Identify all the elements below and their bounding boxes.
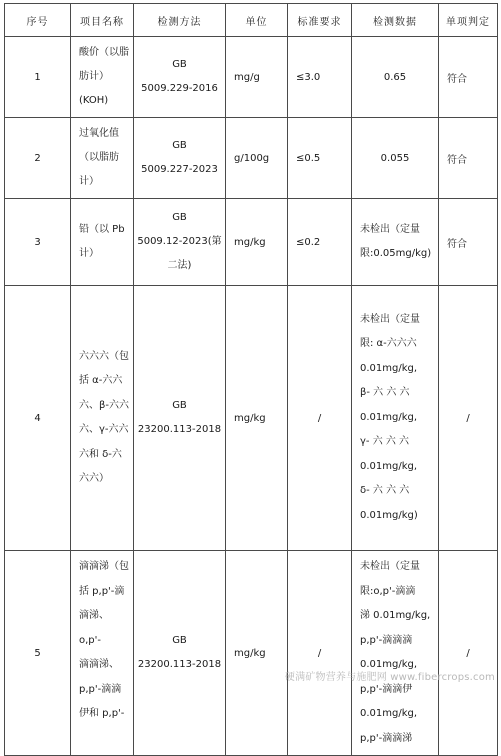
row-verdict: 符合 (439, 199, 498, 286)
row-data: 未检出（定量 限:o,p'-滴滴 涕 0.01mg/kg, p,p'-滴滴滴 0.01mg/kg, p,p'-滴滴伊 0.01mg/kg, p,p'-滴滴涕 (352, 551, 439, 756)
row-unit: g/100g (226, 118, 288, 199)
header-method: 检测方法 (134, 4, 226, 37)
header-no: 序号 (5, 4, 71, 37)
row-no: 2 (5, 118, 71, 199)
row-data: 0.055 (352, 118, 439, 199)
row-method: GB 5009.12-2023(第 二法) (134, 199, 226, 286)
row-no: 1 (5, 37, 71, 118)
row-standard: ≤3.0 (288, 37, 352, 118)
inspection-table (4, 3, 498, 756)
row-unit: mg/kg (226, 551, 288, 756)
row-method: GB 23200.113-2018 (134, 551, 226, 756)
row-item: 过氧化值 （以脂肪计） (71, 118, 134, 199)
table-row (5, 37, 498, 118)
row-no: 5 (5, 551, 71, 756)
row-method: GB 5009.227-2023 (134, 118, 226, 199)
header-unit: 单位 (226, 4, 288, 37)
row-standard: / (288, 286, 352, 551)
row-no: 4 (5, 286, 71, 551)
row-standard: ≤0.2 (288, 199, 352, 286)
row-item: 六六六（包 括 α-六六 六、β-六六 六、γ-六六 六和 δ-六 六六） (71, 286, 134, 551)
row-data: 未检出（定量 限:0.05mg/kg) (352, 199, 439, 286)
header-item: 项目名称 (71, 4, 134, 37)
table-row (5, 199, 498, 286)
row-item: 铅（以 Pb 计） (71, 199, 134, 286)
row-standard: / (288, 551, 352, 756)
row-item: 酸价（以脂 肪计）(KOH) (71, 37, 134, 118)
watermark: 硬满矿物营养与施肥网 www.fibercrops.com (284, 672, 495, 683)
header-standard: 标准要求 (288, 4, 352, 37)
row-item: 滴滴涕（包 括 p,p'-滴 滴涕、o,p'- 滴滴涕、 p,p'-滴滴 伊和 p,p'- (71, 551, 134, 756)
header-data: 检测数据 (352, 4, 439, 37)
table-row (5, 118, 498, 199)
header-verdict: 单项判定 (439, 4, 498, 37)
row-method: GB 5009.229-2016 (134, 37, 226, 118)
row-standard: ≤0.5 (288, 118, 352, 199)
row-unit: mg/kg (226, 199, 288, 286)
row-data: 0.65 (352, 37, 439, 118)
row-no: 3 (5, 199, 71, 286)
table-row (5, 286, 498, 551)
row-verdict: / (439, 551, 498, 756)
row-unit: mg/kg (226, 286, 288, 551)
row-verdict: 符合 (439, 118, 498, 199)
row-method: GB 23200.113-2018 (134, 286, 226, 551)
header-row (5, 4, 498, 37)
row-verdict: / (439, 286, 498, 551)
table-row (5, 551, 498, 756)
row-data: 未检出（定量 限: α-六六六 0.01mg/kg, β- 六 六 六 0.01mg/kg, γ- 六 六 六 0.01mg/kg, δ- 六 六 六 0.01mg/kg) (352, 286, 439, 551)
row-unit: mg/g (226, 37, 288, 118)
row-verdict: 符合 (439, 37, 498, 118)
